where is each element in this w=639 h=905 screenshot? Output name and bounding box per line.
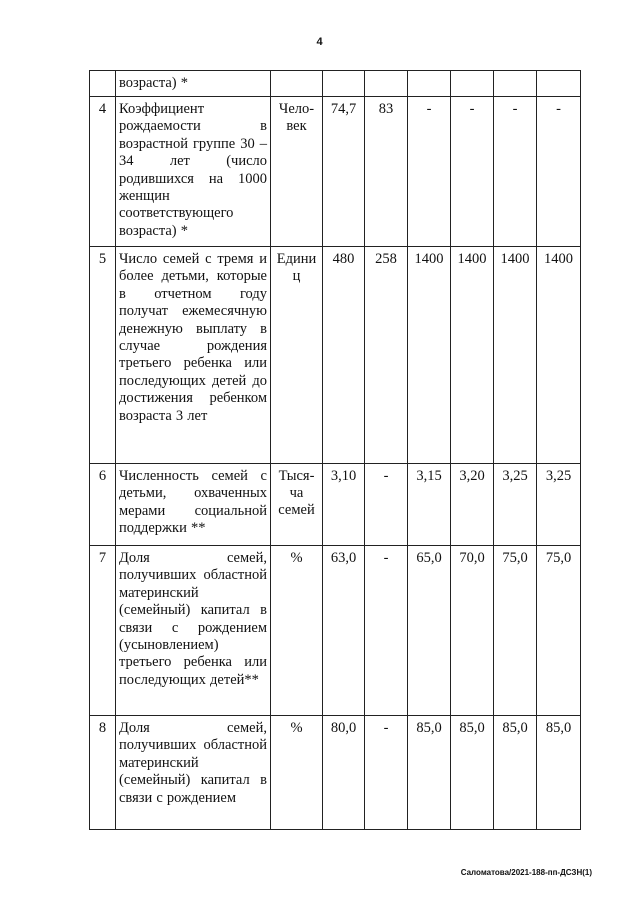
indicator-name: Доля семей, получивших областной материнский (семейный) капитал в связи с рождением (усыновлением) третьего ребенка или последующих детей** — [116, 546, 271, 716]
unit-cell: Чело-век — [271, 97, 323, 247]
unit-cell: % — [271, 716, 323, 830]
row-number — [90, 71, 116, 97]
value-cell: 3,10 — [323, 464, 365, 546]
indicator-name: Доля семей, получивших областной материнский (семейный) капитал в связи с рождением — [116, 716, 271, 830]
row-number: 7 — [90, 546, 116, 716]
value-cell: - — [537, 97, 581, 247]
row-number: 8 — [90, 716, 116, 830]
value-cell: 70,0 — [451, 546, 494, 716]
value-cell: 3,25 — [494, 464, 537, 546]
value-cell: 85,0 — [494, 716, 537, 830]
value-cell: - — [365, 464, 408, 546]
indicator-name: Число семей с тремя и более детьми, которые в отчетном году получат ежемесячную денежную выплату в случае рождения третьего ребенка или последующих детей до достижения ребенком возраста 3 лет — [116, 247, 271, 464]
table-row — [90, 716, 581, 830]
value-cell: 74,7 — [323, 97, 365, 247]
row-number: 5 — [90, 247, 116, 464]
value-cell: 1400 — [537, 247, 581, 464]
value-cell: 1400 — [451, 247, 494, 464]
row-number: 6 — [90, 464, 116, 546]
value-cell: 258 — [365, 247, 408, 464]
value-cell: - — [451, 97, 494, 247]
row-number: 4 — [90, 97, 116, 247]
value-cell — [451, 71, 494, 97]
table-row — [90, 247, 581, 464]
value-cell: 480 — [323, 247, 365, 464]
table-row — [90, 546, 581, 716]
value-cell: 85,0 — [451, 716, 494, 830]
value-cell: 85,0 — [408, 716, 451, 830]
indicator-name: возраста) * — [116, 71, 271, 97]
value-cell: - — [408, 97, 451, 247]
value-cell: 1400 — [408, 247, 451, 464]
unit-cell: Едини ц — [271, 247, 323, 464]
value-cell: 3,20 — [451, 464, 494, 546]
table-row — [90, 464, 581, 546]
value-cell: 1400 — [494, 247, 537, 464]
value-cell: 3,15 — [408, 464, 451, 546]
indicators-table — [89, 70, 581, 830]
unit-cell — [271, 71, 323, 97]
value-cell — [323, 71, 365, 97]
value-cell: 65,0 — [408, 546, 451, 716]
value-cell — [365, 71, 408, 97]
value-cell — [408, 71, 451, 97]
value-cell: 80,0 — [323, 716, 365, 830]
value-cell: 75,0 — [494, 546, 537, 716]
page-number: 4 — [316, 36, 323, 48]
value-cell — [537, 71, 581, 97]
value-cell: 83 — [365, 97, 408, 247]
value-cell — [494, 71, 537, 97]
indicator-name: Численность семей с детьми, охваченных мерами социальной поддержки ** — [116, 464, 271, 546]
value-cell: - — [365, 546, 408, 716]
value-cell: 85,0 — [537, 716, 581, 830]
value-cell: - — [494, 97, 537, 247]
value-cell: 3,25 — [537, 464, 581, 546]
table-row — [90, 71, 581, 97]
unit-cell: % — [271, 546, 323, 716]
value-cell: - — [365, 716, 408, 830]
value-cell: 63,0 — [323, 546, 365, 716]
indicator-name: Коэффициент рождаемости в возрастной группе 30 – 34 лет (число родившихся на 1000 женщин соответствующего возраста) * — [116, 97, 271, 247]
table-row — [90, 97, 581, 247]
unit-cell: Тыся-ча семей — [271, 464, 323, 546]
document-code: Саломатова/2021-188-пп-ДСЗН(1) — [460, 868, 592, 877]
value-cell: 75,0 — [537, 546, 581, 716]
